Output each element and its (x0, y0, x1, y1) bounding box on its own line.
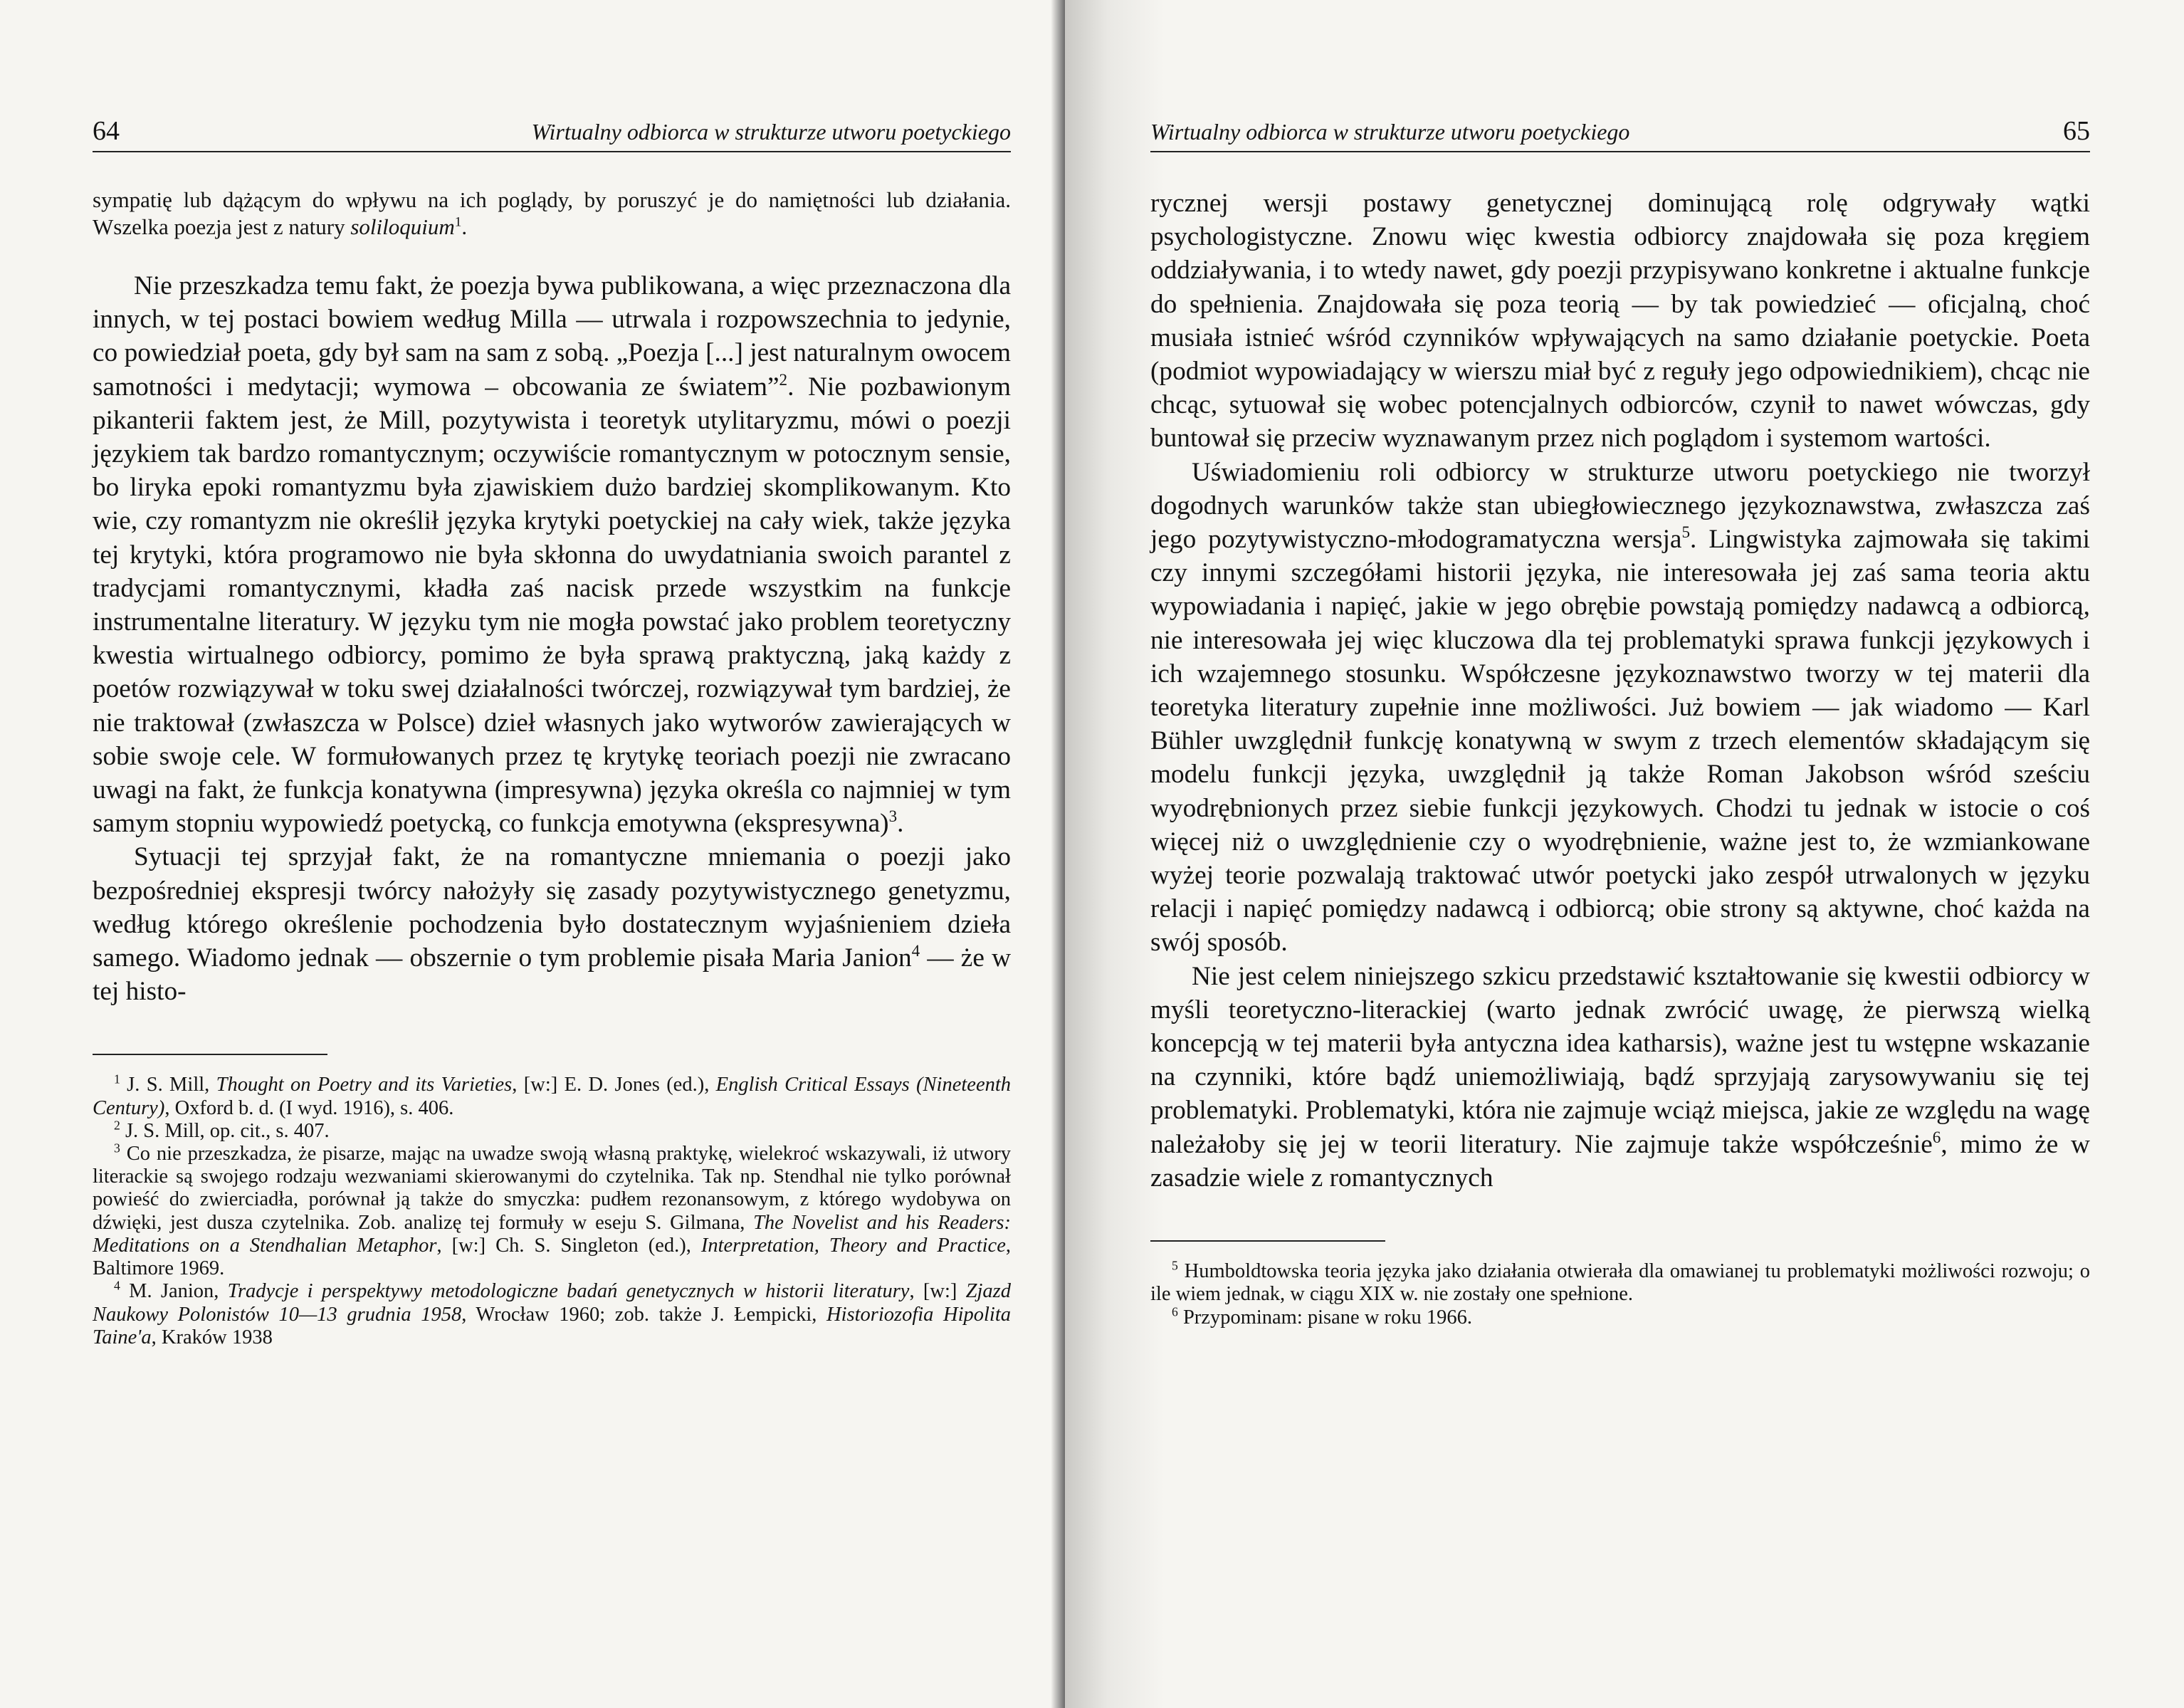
footnote: $^5$ Humboldtowska teoria języka jako działania otwierała dla omawianej tu problematyki możliwości rozwoju; o ile wiem jednak, w ciągu XIX w. nie zostały one spełnione. (1150, 1258, 2090, 1306)
paragraph: Sytuacji tej sprzyjał fakt, że na romantyczne mniemania o poezji jako bezpośredniej ekspresji twórcy nałożyły się zasady pozytywistycznego genetyzmu, według którego określenie pochodzenia było dostatecznym wyjaśnieniem dzieła samego. Wiadomo jednak — obszernie o tym problemie pisała Maria Janion$^4$ — że w tej histo- (93, 842, 1012, 1007)
footnote: $^1$ J. S. Mill, Thought on Poetry and its Varieties, [w:] E. D. Jones (ed.), English Critical Essays (Nineteenth Century), Oxford b. d. (I wyd. 1916), s. 406. (93, 1072, 1012, 1119)
paragraph: rycznej wersji postawy genetycznej dominującą rolę odgrywały wątki psychologistyczne. Znowu więc kwestia odbiorcy znajdowała się poza kręgiem oddziaływania, i to wtedy nawet, gdy poezji przypisywano konkretne i aktualne funkcje do spełnienia. Znajdowała się poza teorią — by tak powiedzieć — oficjalną, choć musiała istnieć wśród czynników wpływających na samo działanie poetyckie. Poeta (podmiot wypowiadający w wierszu miał być z reguły jego odpowiednikiem), chcąc nie chcąc, sytuował się wobec potencjalnych odbiorców, czynił to nawet wówczas, gdy buntował się przeciw wyznawanym przez nich poglądom i systemom wartości. (1150, 189, 2090, 454)
left-page-header (93, 107, 1011, 152)
footnote: $^6$ Przypominam: pisane w roku 1966. (1172, 1304, 1473, 1329)
paragraph: Nie przeszkadza temu fakt, że poezja bywa publikowana, a więc przeznaczona dla innych, w tej postaci bowiem według Milla — utrwala i rozpowszechnia to jedynie, co powiedział poeta, gdy był sam na sam z sobą. „Poezja [...] jest naturalnym owocem samotności i medytacji; wymowa – obcowania ze światem”$^2$. Nie pozbawionym pikanterii faktem jest, że Mill, pozytywista i teoretyk utylitaryzmu, mówi o poezji językiem tak bardzo romantycznym; oczywiście romantycznym w potocznym sensie, bo liryka epoki romantyzmu była zjawiskiem dużo bardziej skomplikowanym. Kto wie, czy romantyzm nie określił języka krytyki poetyckiej na cały wiek, także języka tej krytyki, która programowo nie była skłonna do uwydatniania swoich parantel z tradycjami romantycznymi, kładła zaś nacisk przede wszystkim na funkcje instrumentalne literatury. W języku tym nie mogła powstać jako problem teoretyczny kwestia wirtualnego odbiorcy, pomimo że była sprawą praktyczną, jaką każdy z poetów rozwiązywał w toku swej działalności twórczej, rozwiązywał tym bardziej, że nie traktował (zwłaszcza w Polsce) dzieł własnych jako wytworów zawierających w sobie swoje cele. W formułowanych przez tę krytykę teoriach poezji nie zwracano uwagi na fakt, że funkcja konatywna (impresywna) języka określa co najmniej w tym samym stopniu wypowiedź poetycką, co funkcja emotywna (ekspresywna)$^3$. (93, 271, 1011, 839)
left-page (0, 0, 1065, 1708)
footnotes (93, 1074, 1011, 1348)
paragraph: Nie jest celem niniejszego szkicu przedstawić kształtowanie się kwestii odbiorcy w myśli teoretyczno-literackiej (warto jednak zwrócić uwagę, że pierwszą wielką koncepcją w tej materii była antyczna idea katharsis), ważne jest tu wstępne wskazanie na czynniki, które bądź uniemożliwiają, bądź sprzyjają zarysowywaniu się tej problematyki. Problematyki, która nie zajmuje wciąż miejsca, jakie ze względu na wagę należałoby się jej w teorii literatury. Nie zajmuje także współcześnie$^6$, mimo że w zasadzie wiele z romantycznych (1150, 961, 2090, 1193)
footnote-separator (1150, 1240, 1385, 1242)
footnote-separator (93, 1054, 327, 1055)
footnote: $^4$ M. Janion, Tradycje i perspektywy metodologiczne badań genetycznych w historii literatury, [w:] Zjazd Naukowy Polonistów 10—13 grudnia 1958, Wrocław 1960; zob. także J. Łempicki, Historiozofia Hipolita Taine'a, Kraków 1938 (93, 1278, 1012, 1348)
footnote: $^2$ J. S. Mill, op. cit., s. 407. (114, 1118, 330, 1142)
right-page-header (1150, 107, 2090, 152)
right-page (1065, 0, 2184, 1708)
running-title: Wirtualny odbiorca w strukturze utworu poetyckiego (1150, 119, 1630, 145)
page-number: 64 (93, 116, 120, 146)
body-text (93, 269, 1011, 1008)
footnote: $^3$ Co nie przeszkadza, że pisarze, mając na uwadze swoją własną praktykę, wielekroć wskazywali, iż utwory literackie są swojego rodzaju wezwaniami skierowanymi do czytelnika. Tak np. Stendhal nie tylko porównał powieść do zwierciadła, porównał ją także do smyczka: pudłem rezonansowym, z którego wydobywa on dźwięki, jest dusza czytelnika. Zob. analizę tej formuły w eseju S. Gilmana, The Novelist and his Readers: Meditations on a Stendhalian Metaphor, [w:] Ch. S. Singleton (ed.), Interpretation, Theory and Practice, Baltimore 1969. (93, 1141, 1011, 1280)
continuation-text (93, 187, 1011, 241)
page-number: 65 (2063, 116, 2090, 146)
footnotes (1150, 1260, 2090, 1329)
running-title: Wirtualny odbiorca w strukturze utworu poetyckiego (531, 119, 1011, 145)
paragraph: sympatię lub dążącym do wpływu na ich poglądy, by poruszyć je do namiętności lub działania. Wszelka poezja jest z natury soliloquium$^1$. (93, 187, 1011, 239)
body-text (1150, 187, 2090, 1195)
paragraph: Uświadomieniu roli odbiorcy w strukturze utworu poetyckiego nie tworzył dogodnych warunków także stan ubiegłowiecznego językoznawstwa, zwłaszcza zaś jego pozytywistyczno-młodogramatyczna wersja$^5$. Lingwistyka zajmowała się takimi czy innymi szczegółami historii języka, nie interesowała jej zaś sama teoria aktu wypowiadania i napięć, jakie w jego obrębie powstają pomiędzy nadawcą a odbiorcą, nie interesowała jej więc kluczowa dla tej problematyki sprawa funkcji językowych i ich wzajemnego stosunku. Współczesne językoznawstwo tworzy w tej materii dla teoretyka literatury zupełnie inne możliwości. Już bowiem — jak wiadomo — Karl Bühler uwzględnił funkcję konatywną w swym z trzech elementów składającym się modelu funkcji języka, uwzględnił ją także Roman Jakobson wśród sześciu wyodrębnionych przez siebie funkcji językowych. Chodzi tu jednak w istocie o coś więcej niż o uwzględnienie czy o wyodrębnienie, ważne jest to, że wzmiankowane wyżej teorie pozwalają traktować utwór poetycki jako zespół utrwalonych w języku relacji i napięć pomiędzy nadawcą i odbiorcą; obie strony są aktywne, choć każda na swój sposób. (1150, 457, 2090, 958)
